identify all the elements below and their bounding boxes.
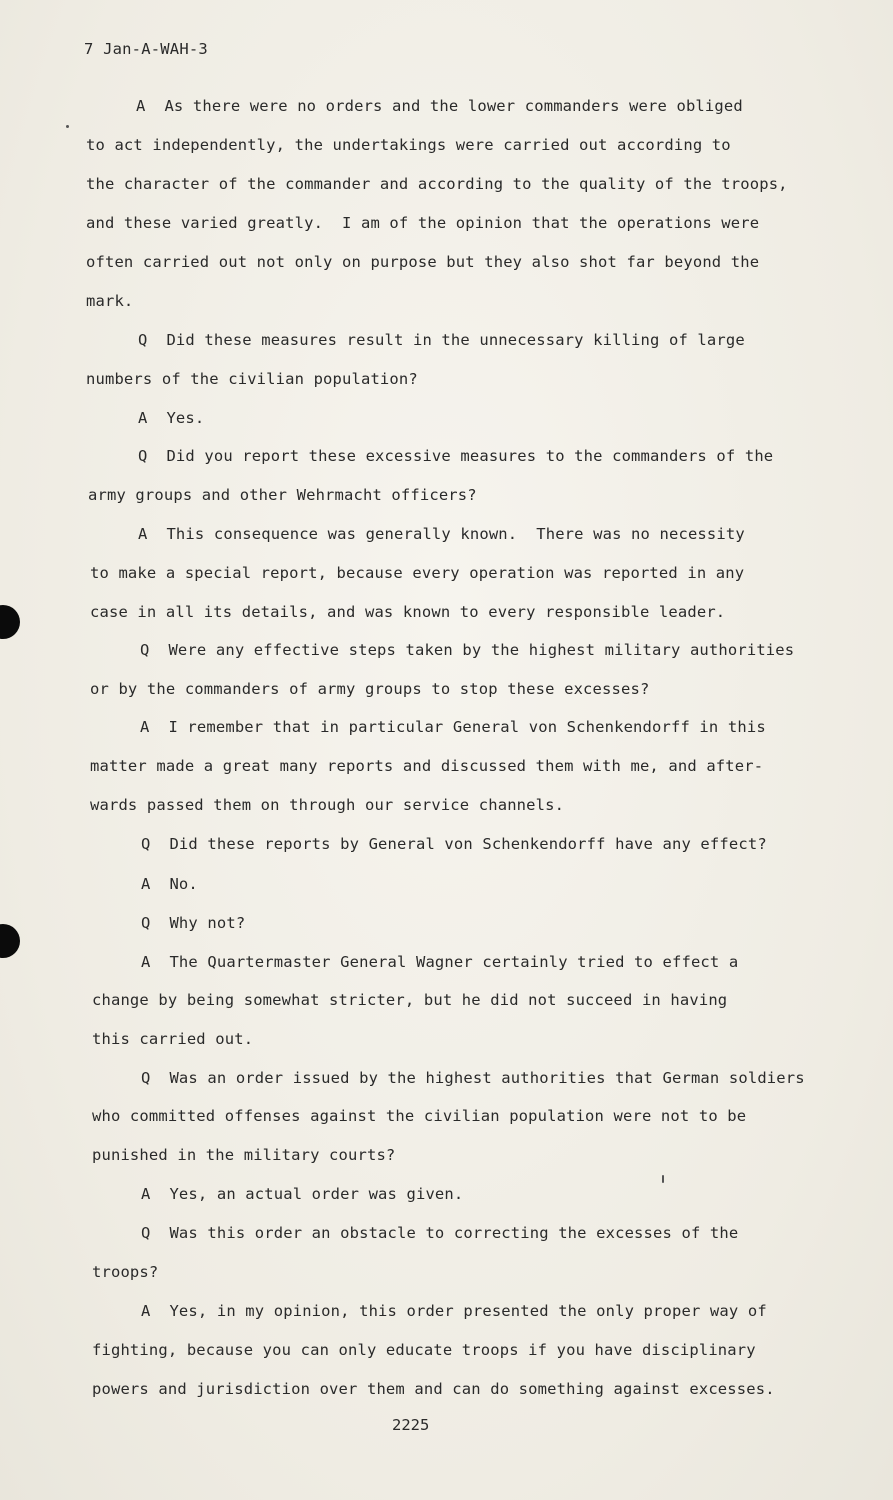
- punch-hole: [0, 924, 20, 958]
- text-line: often carried out not only on purpose but they also shot far beyond the: [86, 253, 760, 271]
- text-line: Q Was an order issued by the highest authorities that German soldiers: [141, 1069, 805, 1087]
- text-line: the character of the commander and according to the quality of the troops,: [86, 175, 788, 193]
- text-line: case in all its details, and was known to every responsible leader.: [90, 603, 726, 621]
- punch-hole: [0, 605, 20, 639]
- text-line: A Yes, in my opinion, this order presented the only proper way of: [141, 1302, 767, 1320]
- ink-speck: [662, 1175, 664, 1183]
- text-line: Q Were any effective steps taken by the highest military authorities: [140, 641, 795, 659]
- text-line: Q Why not?: [141, 914, 246, 932]
- text-line: Q Was this order an obstacle to correcting the excesses of the: [141, 1224, 739, 1242]
- text-line: or by the commanders of army groups to stop these excesses?: [90, 680, 650, 698]
- text-line: and these varied greatly. I am of the opinion that the operations were: [86, 214, 760, 232]
- text-line: A Yes.: [138, 409, 205, 427]
- text-line: wards passed them on through our service channels.: [90, 796, 565, 814]
- text-line: A As there were no orders and the lower commanders were obliged: [136, 97, 743, 115]
- ink-speck: [66, 125, 69, 128]
- text-line: change by being somewhat stricter, but he did not succeed in having: [92, 991, 728, 1009]
- text-line: punished in the military courts?: [92, 1146, 396, 1164]
- text-line: A No.: [141, 875, 198, 893]
- document-reference-header: 7 Jan-A-WAH-3: [84, 40, 208, 58]
- text-line: troops?: [92, 1263, 159, 1281]
- text-line: army groups and other Wehrmacht officers?: [88, 486, 477, 504]
- text-line: A Yes, an actual order was given.: [141, 1185, 464, 1203]
- text-line: this carried out.: [92, 1030, 254, 1048]
- text-line: numbers of the civilian population?: [86, 370, 418, 388]
- text-line: A The Quartermaster General Wagner certainly tried to effect a: [141, 953, 739, 971]
- text-line: A This consequence was generally known. There was no necessity: [138, 525, 745, 543]
- text-line: to make a special report, because every operation was reported in any: [90, 564, 745, 582]
- text-line: powers and jurisdiction over them and can do something against excesses.: [92, 1380, 775, 1398]
- text-line: Q Did these reports by General von Schenkendorff have any effect?: [141, 835, 767, 853]
- page-number: 2225: [392, 1416, 430, 1434]
- text-line: matter made a great many reports and discussed them with me, and after-: [90, 757, 764, 775]
- text-line: to act independently, the undertakings were carried out according to: [86, 136, 731, 154]
- text-line: Q Did you report these excessive measures to the commanders of the: [138, 447, 774, 465]
- text-line: Q Did these measures result in the unnecessary killing of large: [138, 331, 745, 349]
- text-line: fighting, because you can only educate troops if you have disciplinary: [92, 1341, 756, 1359]
- text-line: A I remember that in particular General von Schenkendorff in this: [140, 718, 766, 736]
- text-line: who committed offenses against the civilian population were not to be: [92, 1107, 747, 1125]
- text-line: mark.: [86, 292, 134, 310]
